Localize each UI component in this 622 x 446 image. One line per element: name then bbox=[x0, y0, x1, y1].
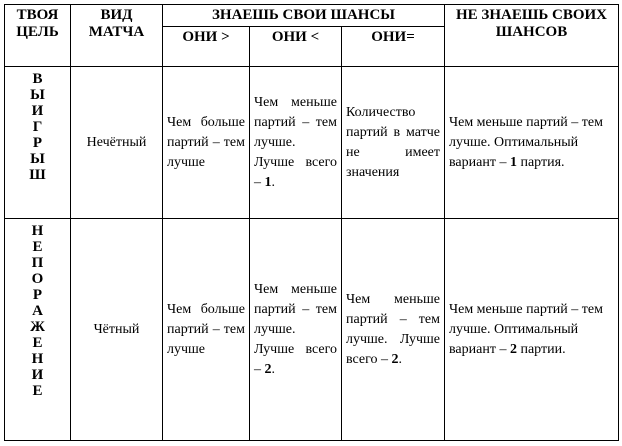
goal-letter: И bbox=[31, 103, 44, 119]
cell-bold-number: 2 bbox=[391, 351, 399, 367]
goal-letter: Е bbox=[32, 239, 43, 255]
row-no-loss bbox=[5, 219, 619, 441]
cell-bold-number: 2 bbox=[509, 341, 517, 357]
header-row-1 bbox=[5, 5, 619, 27]
cell-text: Чем меньше партий – тем лучше. Оптимальный вариант – bbox=[449, 114, 603, 170]
cell-text-end: партия. bbox=[516, 154, 565, 170]
cell-even-they-less bbox=[250, 219, 342, 441]
header-your-goal: ТВОЯ ЦЕЛЬ bbox=[5, 5, 71, 67]
cell-text-end: . bbox=[271, 361, 275, 377]
cell-text-end: . bbox=[271, 174, 275, 190]
cell-text: Чем меньше партий – тем лучше. Оптимальный вариант – bbox=[449, 301, 603, 357]
header-know-chances: ЗНАЕШЬ СВОИ ШАНСЫ bbox=[163, 5, 445, 27]
cell-odd-unknown bbox=[445, 67, 619, 219]
header-they-more: ОНИ > bbox=[163, 27, 250, 67]
row-win bbox=[5, 67, 619, 219]
cell-odd-they-less bbox=[250, 67, 342, 219]
cell-odd-they-equal: Количество партий в матче не имеет значения bbox=[342, 67, 445, 219]
goal-letter: В bbox=[32, 71, 43, 87]
goal-letter: Е bbox=[32, 335, 43, 351]
goal-letter: Ш bbox=[29, 167, 46, 183]
goal-win-vertical bbox=[5, 67, 71, 219]
cell-even-unknown bbox=[445, 219, 619, 441]
match-kind-even: Чётный bbox=[71, 219, 163, 441]
goal-letter: Н bbox=[31, 223, 44, 239]
cell-text-end: партии. bbox=[516, 341, 566, 357]
goal-letter: Р bbox=[32, 135, 43, 151]
cell-text: Чем меньше партий – тем лучше. Лучше всего – bbox=[254, 94, 337, 190]
goal-letter: Ы bbox=[30, 87, 45, 103]
goal-letter: Р bbox=[32, 287, 43, 303]
goal-letter: Ж bbox=[30, 319, 45, 335]
cell-odd-they-more: Чем больше партий – тем лучше bbox=[163, 67, 250, 219]
goal-letter: Е bbox=[32, 383, 43, 399]
cell-even-they-equal bbox=[342, 219, 445, 441]
goal-letter: Ы bbox=[30, 151, 45, 167]
cell-bold-number: 2 bbox=[264, 361, 272, 377]
cell-text: Чем меньше партий – тем лучше. Лучше всего – bbox=[254, 281, 337, 377]
match-kind-odd: Нечётный bbox=[71, 67, 163, 219]
goal-letter: И bbox=[31, 367, 44, 383]
goal-letter: П bbox=[31, 255, 44, 271]
match-strategy-table bbox=[4, 4, 619, 441]
goal-no-loss-vertical bbox=[5, 219, 71, 441]
cell-text-end: . bbox=[398, 351, 403, 367]
cell-even-they-more: Чем больше партий – тем лучше bbox=[163, 219, 250, 441]
goal-letter: Н bbox=[31, 351, 44, 367]
cell-text: Чем меньше партий – тем лучше. Лучше всего – bbox=[346, 291, 440, 367]
header-match-type: ВИД МАТЧА bbox=[71, 5, 163, 67]
goal-letter: А bbox=[32, 303, 43, 319]
cell-bold-number: 1 bbox=[509, 154, 517, 170]
header-dont-know-chances: НЕ ЗНАЕШЬ СВОИХ ШАНСОВ bbox=[445, 5, 619, 67]
header-they-equal: ОНИ= bbox=[342, 27, 445, 67]
goal-letter: О bbox=[31, 271, 44, 287]
goal-letter: Г bbox=[32, 119, 43, 135]
header-they-less: ОНИ < bbox=[250, 27, 342, 67]
cell-bold-number: 1 bbox=[264, 174, 272, 190]
